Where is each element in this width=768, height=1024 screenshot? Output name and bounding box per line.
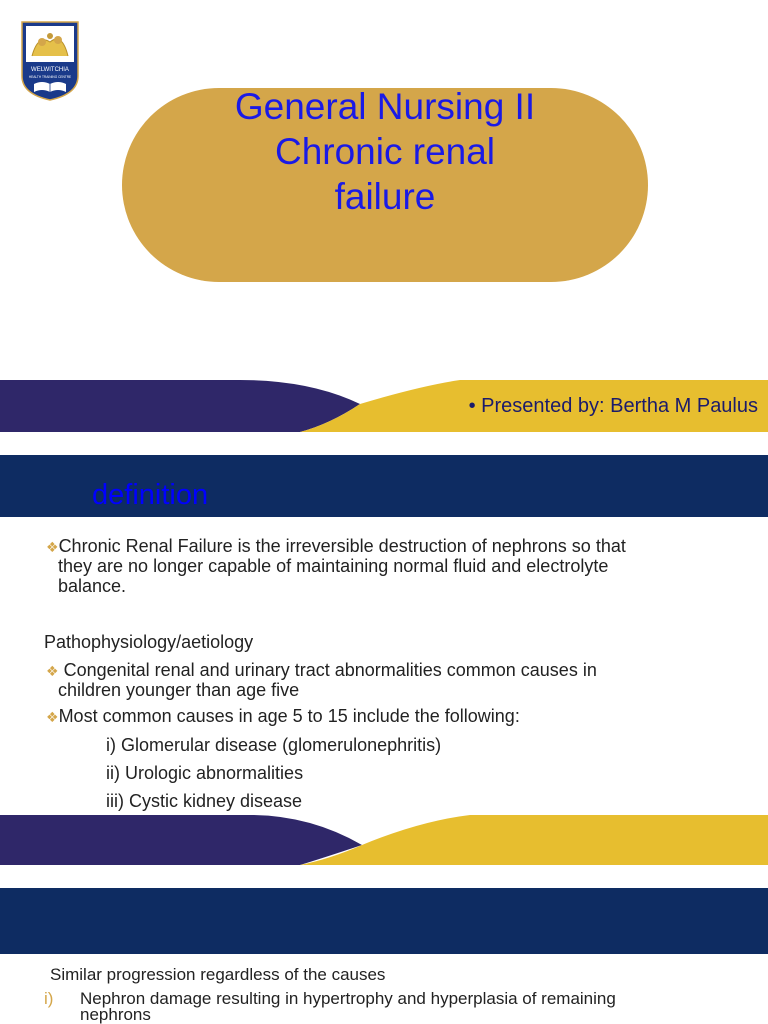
diamond-bullet-icon: ❖ [46, 709, 59, 725]
sub-item: ii) Urologic abnormalities [106, 763, 304, 783]
title-slide [0, 0, 768, 432]
section-title: Pathophysiology/aetiology [44, 632, 254, 652]
welwitchia-logo [20, 20, 80, 102]
slide-heading: definition [92, 479, 209, 511]
presenter-line: • Presented by: Bertha M Paulus [468, 395, 758, 417]
definition-slide [0, 455, 768, 865]
title-line: General Nursing II [234, 86, 536, 127]
cause-line: ❖Most common causes in age 5 to 15 include the following: [46, 706, 520, 726]
list-item-line: Nephron damage resulting in hypertrophy and hyperplasia of remaining [80, 989, 616, 1008]
sub-item: iii) Cystic kidney disease [106, 791, 303, 811]
logo-name: WELWITCHIA [31, 67, 69, 73]
definition-line: they are no longer capable of maintaining normal fluid and electrolyte [58, 556, 609, 576]
title-line: Chronic renal [274, 131, 496, 172]
list-item-line: nephrons [80, 1005, 151, 1024]
diamond-bullet-icon: ❖ [46, 539, 59, 555]
cause-line: ❖ Congenital renal and urinary tract abnormalities common causes in [46, 660, 597, 680]
intro-line: Similar progression regardless of the causes [50, 965, 386, 984]
sub-item: i) Glomerular disease (glomerulonephritis) [106, 735, 442, 755]
definition-line: balance. [58, 576, 127, 596]
slide-title [122, 84, 648, 219]
logo-subtitle: HEALTH TRAINING CENTRE [28, 75, 72, 79]
slide-header-bar [0, 888, 768, 954]
definition-line: ❖Chronic Renal Failure is the irreversible destruction of nephrons so that [46, 536, 626, 556]
progression-slide [0, 888, 768, 1024]
bottom-wave-band [0, 815, 768, 865]
diamond-bullet-icon: ❖ [46, 663, 59, 679]
title-line: failure [334, 176, 436, 217]
cause-line: children younger than age five [58, 680, 300, 700]
list-marker: i) [44, 989, 54, 1008]
